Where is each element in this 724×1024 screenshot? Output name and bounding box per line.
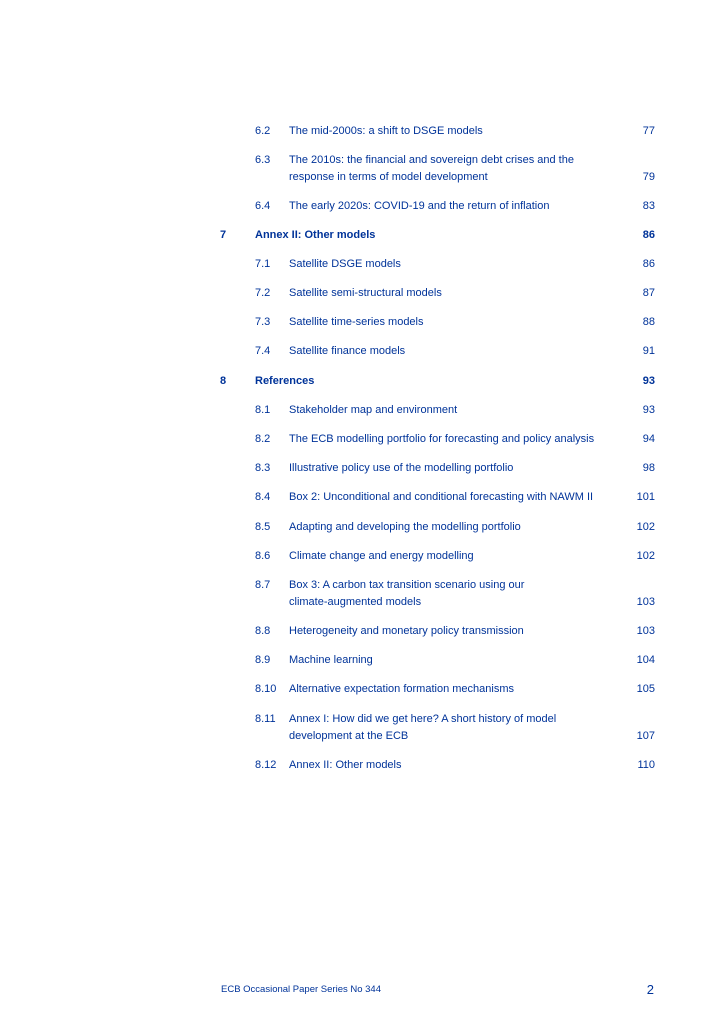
toc-entry-number: 6.4 — [255, 200, 271, 212]
toc-entry-page: 86 — [642, 258, 655, 270]
toc-entry-title: Heterogeneity and monetary policy transmission — [289, 625, 524, 637]
toc-entry-page: 88 — [642, 316, 655, 328]
toc-entry-page: 98 — [642, 462, 655, 474]
toc-entry-number: 8.1 — [255, 404, 271, 416]
toc-entry-title: The ECB modelling portfolio for forecasting and policy analysis — [289, 433, 595, 445]
toc-entry-title-continued: response in terms of model development — [289, 171, 488, 183]
toc-entry-page: 94 — [642, 433, 655, 445]
toc-entry-title: Stakeholder map and environment — [289, 404, 458, 416]
toc-entry-number: 6.3 — [255, 154, 271, 166]
toc-entry-page: 102 — [636, 550, 655, 562]
toc-entry-title: Satellite time-series models — [289, 316, 424, 328]
toc-entry-page: 87 — [642, 287, 655, 299]
page-number: 2 — [646, 982, 654, 997]
toc-entry-number: 8.2 — [255, 433, 271, 445]
toc-entry-page: 101 — [636, 491, 655, 503]
toc-entry-number: 8.10 — [255, 683, 277, 695]
toc-chapter-number: 8 — [220, 375, 227, 387]
toc-entry-title: Alternative expectation formation mechanisms — [289, 683, 514, 695]
toc-entry-number: 7.2 — [255, 287, 271, 299]
toc-entry-page: 93 — [642, 404, 655, 416]
toc-entry-page: 107 — [636, 730, 655, 742]
toc-chapter-title: References — [255, 375, 315, 387]
toc-entry-page: 79 — [642, 171, 655, 183]
toc-entry-number: 7.1 — [255, 258, 271, 270]
toc-entry-number: 8.4 — [255, 491, 271, 503]
toc-entry-page: 103 — [636, 625, 655, 637]
toc-entry-title: The mid-2000s: a shift to DSGE models — [289, 125, 483, 137]
toc-entry-number: 8.5 — [255, 521, 271, 533]
toc-entry-title: Annex I: How did we get here? A short history of model — [289, 713, 557, 725]
toc-entry-page: 103 — [636, 596, 655, 608]
toc-entry-number: 7.3 — [255, 316, 271, 328]
toc-entry-title: Box 3: A carbon tax transition scenario using our — [289, 579, 525, 591]
toc-entry-title-continued: development at the ECB — [289, 730, 409, 742]
toc-entry-number: 8.8 — [255, 625, 271, 637]
toc-entry-title: Illustrative policy use of the modelling portfolio — [289, 462, 514, 474]
toc-entry-title-continued: climate-augmented models — [289, 596, 422, 608]
toc-entry-title: Annex II: Other models — [289, 759, 402, 771]
toc-entry-number: 8.6 — [255, 550, 271, 562]
toc-entry-number: 8.3 — [255, 462, 271, 474]
toc-entry-page: 110 — [637, 759, 655, 771]
toc-entry-title: Satellite DSGE models — [289, 258, 401, 270]
footer-series-title: ECB Occasional Paper Series No 344 — [221, 984, 381, 995]
toc-entry-page: 77 — [642, 125, 655, 137]
toc-entry-title: Box 2: Unconditional and conditional forecasting with NAWM II — [289, 491, 594, 503]
toc-entry-title: The 2010s: the financial and sovereign debt crises and the — [289, 154, 574, 166]
toc-entry-number: 8.12 — [255, 759, 277, 771]
toc-entry-number: 8.11 — [255, 713, 276, 725]
toc-entry-number: 6.2 — [255, 125, 271, 137]
toc-chapter-page: 86 — [642, 229, 655, 241]
toc-entry-title: Satellite semi-structural models — [289, 287, 442, 299]
toc-chapter-page: 93 — [642, 375, 655, 387]
toc-entry-page: 105 — [636, 683, 655, 695]
toc-entry-number: 8.9 — [255, 654, 271, 666]
toc-entry-title: Climate change and energy modelling — [289, 550, 474, 562]
toc-entry-page: 104 — [636, 654, 655, 666]
toc-entry-number: 8.7 — [255, 579, 271, 591]
toc-entry-page: 102 — [636, 521, 655, 533]
toc-chapter-title: Annex II: Other models — [255, 229, 376, 241]
toc-entry-title: Adapting and developing the modelling portfolio — [289, 521, 521, 533]
toc-entry-page: 83 — [642, 200, 655, 212]
toc-chapter-number: 7 — [220, 229, 227, 241]
toc-entry-page: 91 — [642, 345, 655, 357]
toc-entry-number: 7.4 — [255, 345, 271, 357]
toc-entry-title: Machine learning — [289, 654, 373, 666]
toc-entry-title: Satellite finance models — [289, 345, 406, 357]
toc-entry-title: The early 2020s: COVID-19 and the return of inflation — [289, 200, 550, 212]
